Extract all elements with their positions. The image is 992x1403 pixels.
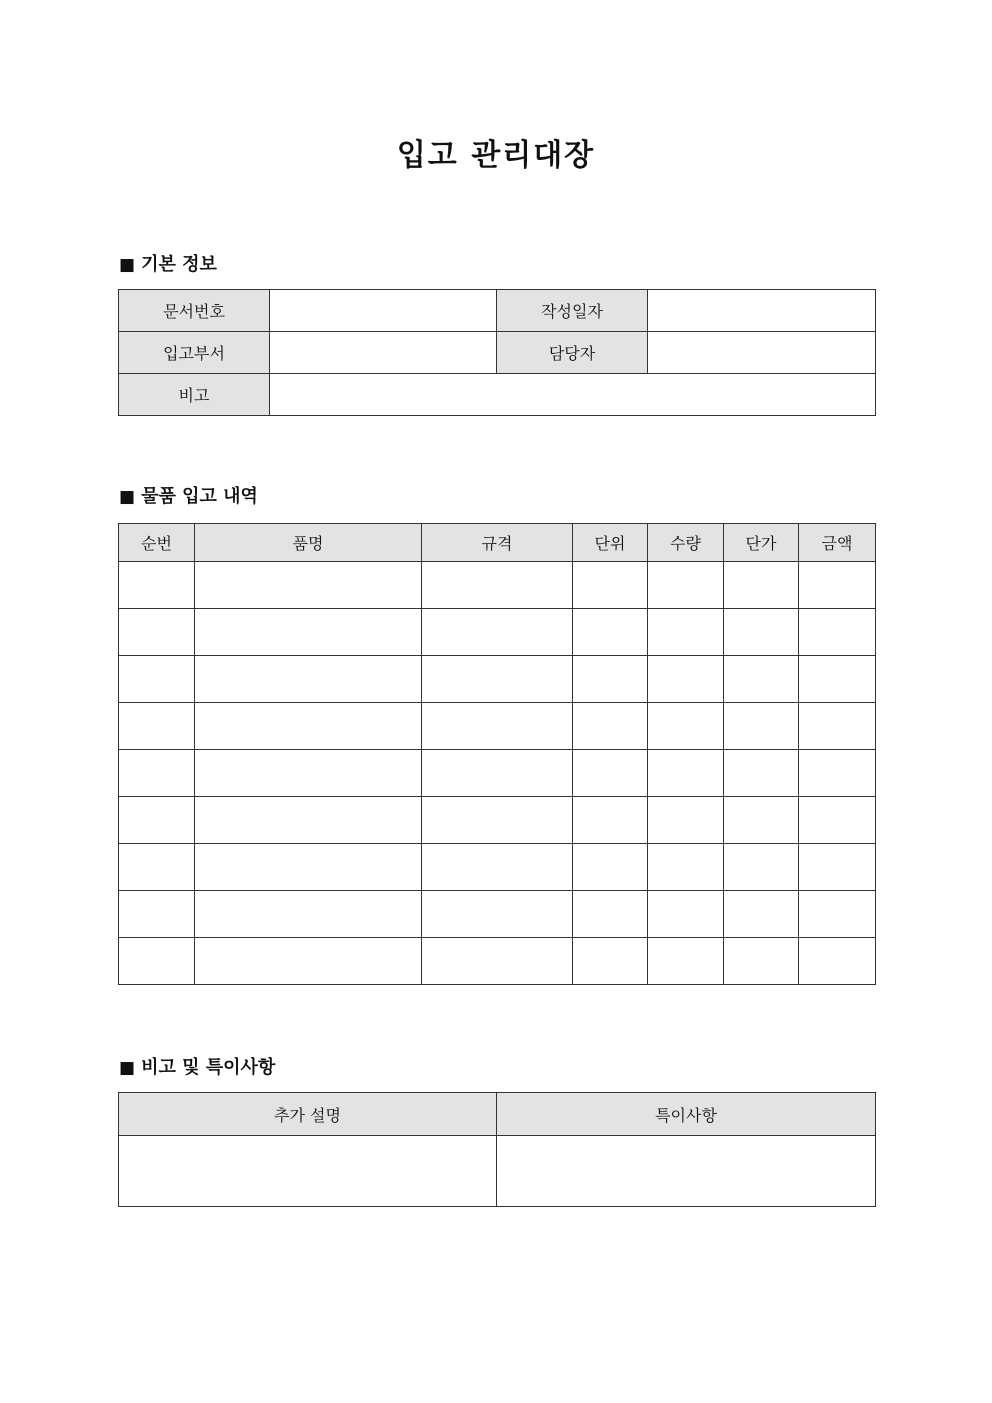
cell-unit-price[interactable] [724, 750, 799, 797]
cell-seq[interactable] [119, 703, 195, 750]
doc-number-label: 문서번호 [119, 290, 270, 332]
cell-unit[interactable] [573, 703, 648, 750]
written-date-field[interactable] [648, 290, 876, 332]
table-row [119, 609, 876, 656]
page-title: 입고 관리대장 [396, 138, 596, 173]
column-header-item-name: 품명 [195, 524, 422, 562]
cell-seq[interactable] [119, 891, 195, 938]
cell-spec[interactable] [422, 750, 573, 797]
receiving-dept-field[interactable] [270, 332, 497, 374]
cell-item-name[interactable] [195, 938, 422, 985]
square-bullet-icon: ■ [119, 255, 136, 275]
column-header-quantity: 수량 [648, 524, 724, 562]
cell-unit[interactable] [573, 562, 648, 609]
items-table-body [119, 562, 876, 985]
written-date-label: 작성일자 [497, 290, 648, 332]
column-header-unit-price: 단가 [724, 524, 799, 562]
cell-item-name[interactable] [195, 562, 422, 609]
cell-quantity[interactable] [648, 609, 724, 656]
additional-notes-field[interactable] [119, 1136, 497, 1207]
cell-amount[interactable] [799, 703, 876, 750]
cell-seq[interactable] [119, 609, 195, 656]
section-heading-label: 비고 및 특이사항 [141, 1057, 276, 1078]
cell-item-name[interactable] [195, 703, 422, 750]
cell-quantity[interactable] [648, 938, 724, 985]
cell-seq[interactable] [119, 750, 195, 797]
cell-item-name[interactable] [195, 797, 422, 844]
cell-unit-price[interactable] [724, 609, 799, 656]
cell-item-name[interactable] [195, 609, 422, 656]
cell-spec[interactable] [422, 891, 573, 938]
cell-unit-price[interactable] [724, 797, 799, 844]
section-heading-notes [119, 1056, 275, 1080]
manager-label: 담당자 [497, 332, 648, 374]
cell-item-name[interactable] [195, 750, 422, 797]
cell-unit[interactable] [573, 891, 648, 938]
cell-spec[interactable] [422, 609, 573, 656]
cell-seq[interactable] [119, 844, 195, 891]
cell-unit-price[interactable] [724, 703, 799, 750]
cell-unit[interactable] [573, 750, 648, 797]
cell-quantity[interactable] [648, 891, 724, 938]
cell-unit[interactable] [573, 844, 648, 891]
table-row [119, 797, 876, 844]
section-heading-label: 물품 입고 내역 [141, 486, 258, 507]
section-heading-items [119, 485, 258, 509]
cell-spec[interactable] [422, 797, 573, 844]
cell-unit-price[interactable] [724, 891, 799, 938]
table-header-row [119, 524, 876, 562]
section-heading-label: 기본 정보 [141, 254, 217, 275]
cell-quantity[interactable] [648, 750, 724, 797]
section-heading-basic-info [119, 253, 217, 277]
table-header-row [119, 1093, 876, 1136]
table-row [119, 938, 876, 985]
cell-seq[interactable] [119, 938, 195, 985]
cell-seq[interactable] [119, 656, 195, 703]
cell-unit-price[interactable] [724, 938, 799, 985]
cell-amount[interactable] [799, 609, 876, 656]
cell-quantity[interactable] [648, 703, 724, 750]
basic-info-table [118, 289, 876, 416]
column-header-seq: 순번 [119, 524, 195, 562]
cell-unit[interactable] [573, 609, 648, 656]
table-row [119, 844, 876, 891]
receiving-dept-label: 입고부서 [119, 332, 270, 374]
cell-unit[interactable] [573, 656, 648, 703]
cell-spec[interactable] [422, 844, 573, 891]
cell-unit[interactable] [573, 938, 648, 985]
cell-seq[interactable] [119, 797, 195, 844]
cell-amount[interactable] [799, 891, 876, 938]
column-header-special-remarks: 특이사항 [497, 1093, 876, 1136]
cell-amount[interactable] [799, 656, 876, 703]
table-row [119, 290, 876, 332]
notes-table [118, 1092, 876, 1207]
cell-quantity[interactable] [648, 562, 724, 609]
column-header-amount: 금액 [799, 524, 876, 562]
table-row [119, 374, 876, 416]
cell-item-name[interactable] [195, 891, 422, 938]
table-row [119, 656, 876, 703]
cell-spec[interactable] [422, 656, 573, 703]
special-remarks-field[interactable] [497, 1136, 876, 1207]
cell-amount[interactable] [799, 750, 876, 797]
cell-item-name[interactable] [195, 656, 422, 703]
cell-spec[interactable] [422, 703, 573, 750]
table-row [119, 1136, 876, 1207]
cell-quantity[interactable] [648, 844, 724, 891]
cell-spec[interactable] [422, 938, 573, 985]
cell-quantity[interactable] [648, 797, 724, 844]
table-row [119, 332, 876, 374]
cell-unit-price[interactable] [724, 562, 799, 609]
column-header-additional-notes: 추가 설명 [119, 1093, 497, 1136]
items-table [118, 523, 876, 985]
cell-amount[interactable] [799, 797, 876, 844]
cell-unit-price[interactable] [724, 844, 799, 891]
cell-unit-price[interactable] [724, 656, 799, 703]
square-bullet-icon: ■ [119, 487, 136, 507]
cell-item-name[interactable] [195, 844, 422, 891]
cell-seq[interactable] [119, 562, 195, 609]
cell-unit[interactable] [573, 797, 648, 844]
remark-field[interactable] [270, 374, 876, 416]
table-row [119, 703, 876, 750]
table-row [119, 562, 876, 609]
doc-number-field[interactable] [270, 290, 497, 332]
cell-quantity[interactable] [648, 656, 724, 703]
cell-amount[interactable] [799, 562, 876, 609]
cell-amount[interactable] [799, 844, 876, 891]
cell-amount[interactable] [799, 938, 876, 985]
table-row [119, 750, 876, 797]
manager-field[interactable] [648, 332, 876, 374]
column-header-spec: 규격 [422, 524, 573, 562]
square-bullet-icon: ■ [119, 1058, 136, 1078]
cell-spec[interactable] [422, 562, 573, 609]
table-row [119, 891, 876, 938]
remark-label: 비고 [119, 374, 270, 416]
column-header-unit: 단위 [573, 524, 648, 562]
